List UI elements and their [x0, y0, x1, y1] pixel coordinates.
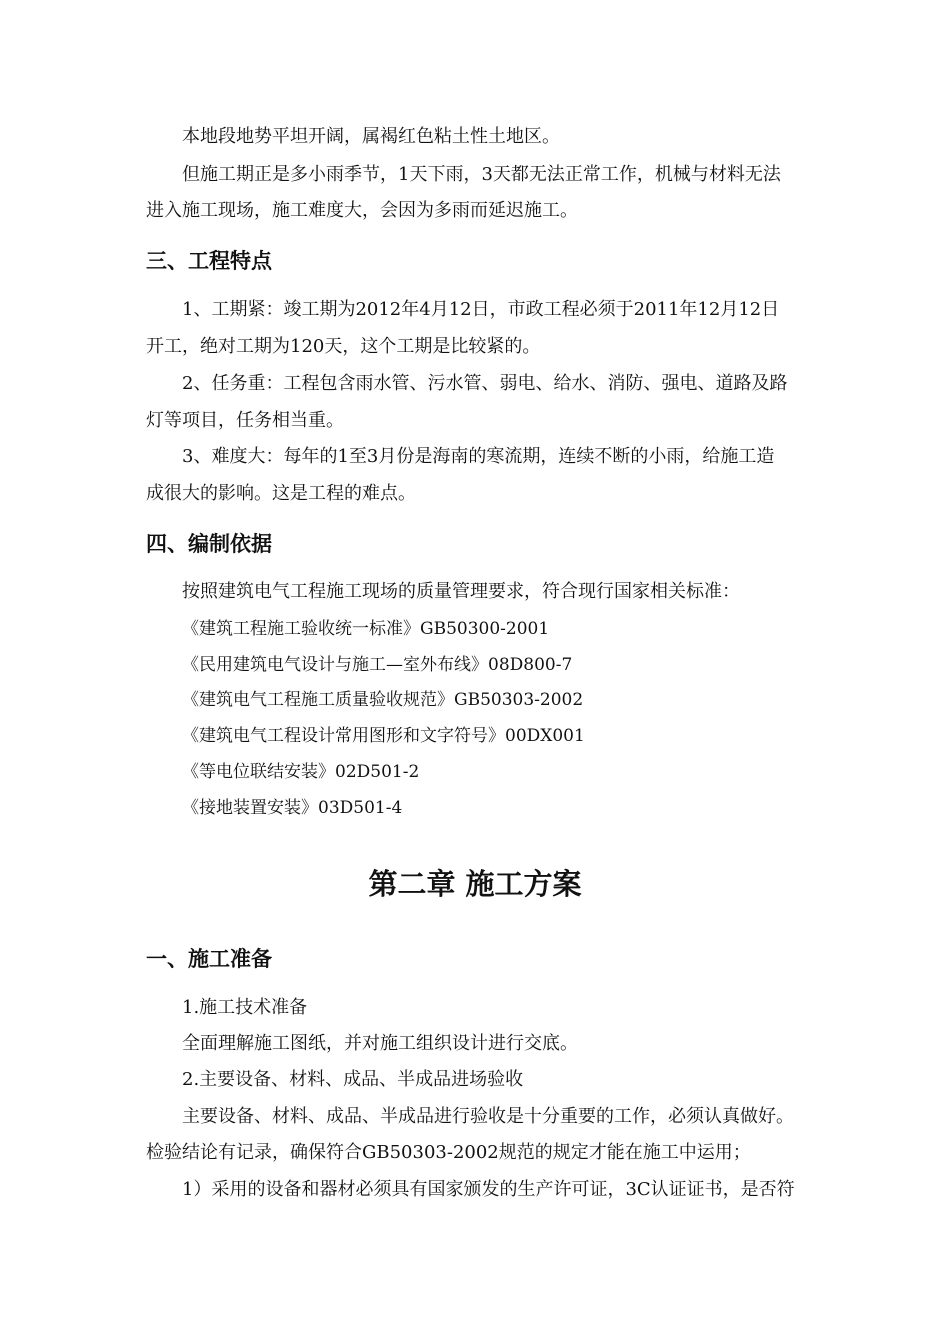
basis-intro: 按照建筑电气工程施工现场的质量管理要求，符合现行国家相关标准： — [182, 581, 740, 602]
chapter-title: 第二章 施工方案 — [368, 867, 582, 901]
paragraph-terrain: 本地段地势平坦开阔，属褐红色粘土性土地区。 — [182, 126, 560, 147]
heading-construction-preparation: 一、施工准备 — [146, 947, 272, 971]
acceptance-detail-line1: 主要设备、材料、成品、半成品进行验收是十分重要的工作，必须认真做好。 — [182, 1106, 794, 1127]
acceptance-detail-line2: 检验结论有记录，确保符合GB50303-2002规范的规定才能在施工中运用； — [146, 1142, 751, 1163]
reference-standard: 《建筑工程施工验收统一标准》GB50300-2001 — [182, 619, 550, 639]
feature-1-line1: 1、工期紧：竣工期为2012年4月12日，市政工程必须于2011年12月12日 — [182, 299, 780, 320]
prep-acceptance: 2.主要设备、材料、成品、半成品进场验收 — [182, 1069, 524, 1090]
feature-1-line2: 开工，绝对工期为120天，这个工期是比较紧的。 — [146, 336, 541, 357]
reference-standard: 《接地装置安装》03D501-4 — [182, 798, 403, 818]
reference-standard: 《建筑电气工程设计常用图形和文字符号》00DX001 — [182, 726, 585, 746]
feature-3-line1: 3、难度大：每年的1至3月份是海南的寒流期，连续不断的小雨，给施工造 — [182, 446, 775, 467]
feature-3-line2: 成很大的影响。这是工程的难点。 — [146, 483, 416, 504]
acceptance-item-1: 1）采用的设备和器材必须具有国家颁发的生产许可证，3C认证证书，是否符 — [182, 1179, 795, 1200]
prep-technical: 1.施工技术准备 — [182, 997, 308, 1018]
feature-2-line1: 2、任务重：工程包含雨水管、污水管、弱电、给水、消防、强电、道路及路 — [182, 373, 788, 394]
paragraph-rain-line2: 进入施工现场，施工难度大，会因为多雨而延迟施工。 — [146, 200, 578, 221]
reference-standard: 《等电位联结安装》02D501-2 — [182, 762, 420, 782]
prep-technical-detail: 全面理解施工图纸，并对施工组织设计进行交底。 — [182, 1033, 578, 1054]
heading-project-features: 三、工程特点 — [146, 249, 272, 273]
reference-standard: 《建筑电气工程施工质量验收规范》GB50303-2002 — [182, 690, 584, 710]
feature-2-line2: 灯等项目，任务相当重。 — [146, 410, 344, 431]
reference-standard: 《民用建筑电气设计与施工—室外布线》08D800-7 — [182, 655, 573, 675]
paragraph-rain-line1: 但施工期正是多小雨季节，1天下雨，3天都无法正常工作，机械与材料无法 — [182, 164, 781, 185]
heading-compilation-basis: 四、编制依据 — [146, 532, 272, 556]
